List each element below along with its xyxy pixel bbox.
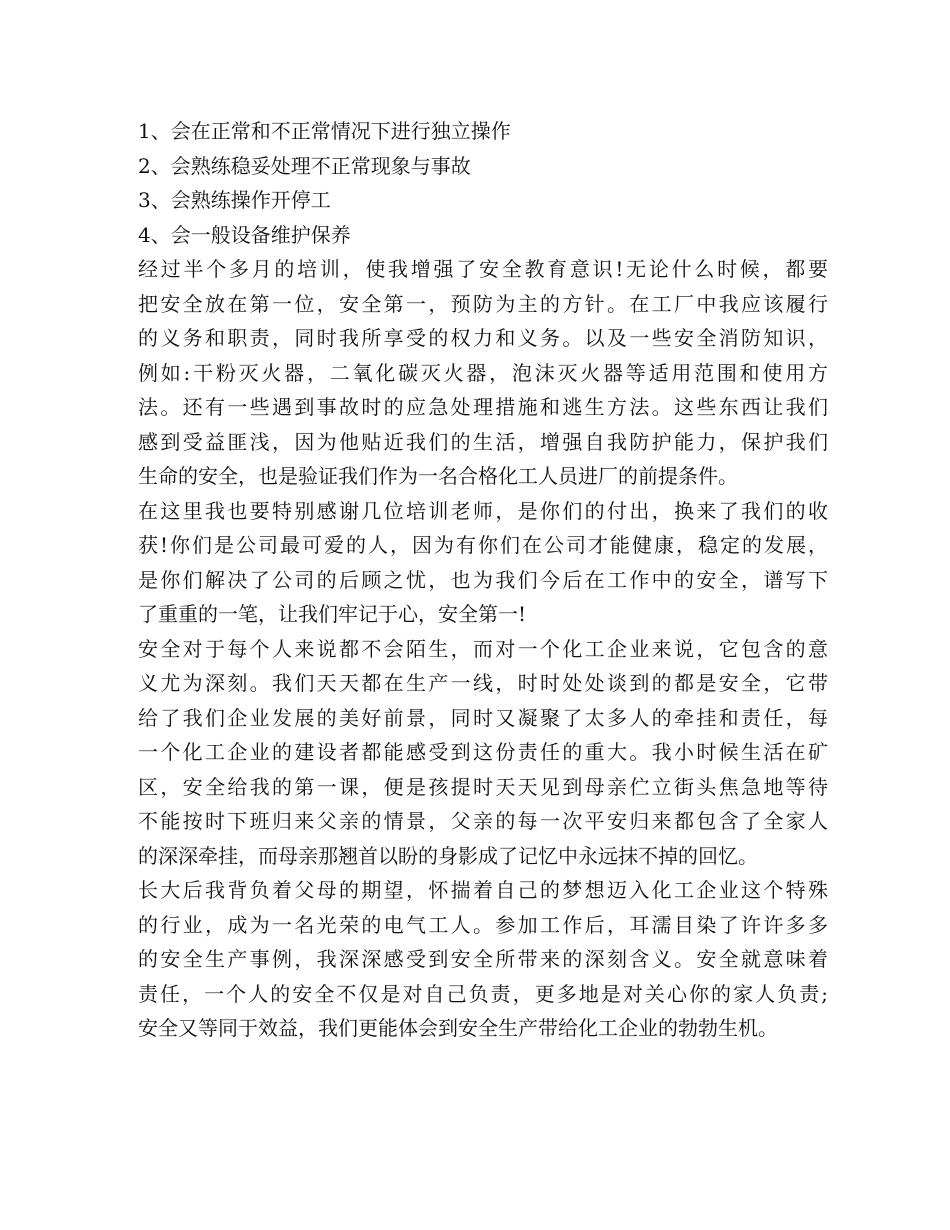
list-item: 2、会熟练稳妥处理不正常现象与事故 <box>138 153 471 178</box>
text-line: 安全又等同于效益，我们更能体会到安全生产带给化工企业的勃勃生机。 <box>138 1016 778 1040</box>
text-line: 的深深牵挂，而母亲那翘首以盼的身影成了记忆中永远抹不掉的回忆。 <box>138 843 758 868</box>
list-item: 4、会一般设备维护保养 <box>138 222 351 247</box>
text-line: 经过半个多月的培训，使我增强了安全教育意识!无论什么时候，都要 <box>138 257 828 281</box>
document-body <box>138 114 828 1046</box>
paragraph-safety-meaning <box>138 632 828 874</box>
text-line: 把安全放在第一位，安全第一，预防为主的方针。在工厂中我应该履行 <box>138 291 828 316</box>
list-item: 1、会在正常和不正常情况下进行独立操作 <box>138 119 511 143</box>
text-line: 在这里我也要特别感谢几位培训老师，是你们的付出，换来了我们的收 <box>138 498 828 523</box>
list-item: 3、会熟练操作开停工 <box>138 188 331 212</box>
text-line: 生命的安全，也是验证我们作为一名合格化工人员进厂的前提条件。 <box>138 464 738 488</box>
text-line: 安全对于每个人来说都不会陌生，而对一个化工企业来说，它包含的意 <box>138 636 828 661</box>
text-line: 是你们解决了公司的后顾之忧，也为我们今后在工作中的安全，谱写下 <box>138 567 828 592</box>
paragraph-career <box>138 873 828 1046</box>
text-line: 获!你们是公司最可爱的人，因为有你们在公司才能健康，稳定的发展， <box>138 533 828 557</box>
text-line: 不能按时下班归来父亲的情景，父亲的每一次平安归来都包含了全家人 <box>138 809 828 833</box>
text-line: 感到受益匪浅，因为他贴近我们的生活，增强自我防护能力，保护我们 <box>138 429 828 454</box>
paragraph-training <box>138 252 828 494</box>
text-line: 例如:干粉灭火器，二氧化碳灭火器，泡沫灭火器等适用范围和使用方 <box>138 360 828 385</box>
text-line: 责任，一个人的安全不仅是对自己负责，更多地是对关心你的家人负责; <box>138 981 828 1006</box>
text-line: 区，安全给我的第一课，便是孩提时天天见到母亲伫立街头焦急地等待 <box>138 774 828 799</box>
paragraph-thanks <box>138 494 828 632</box>
text-line: 义尤为深刻。我们天天都在生产一线，时时处处谈到的都是安全，它带 <box>138 671 828 695</box>
text-line: 了重重的一笔，让我们牢记于心，安全第一! <box>138 602 527 626</box>
text-line: 一个化工企业的建设者都能感受到这份责任的重大。我小时候生活在矿 <box>138 740 828 764</box>
text-line: 的安全生产事例，我深深感受到安全所带来的深刻含义。安全就意味着 <box>138 947 828 971</box>
text-line: 法。还有一些遇到事故时的应急处理措施和逃生方法。这些东西让我们 <box>138 395 828 419</box>
text-line: 给了我们企业发展的美好前景，同时又凝聚了太多人的牵挂和责任，每 <box>138 705 828 730</box>
text-line: 的行业，成为一名光荣的电气工人。参加工作后，耳濡目染了许许多多 <box>138 912 828 937</box>
text-line: 长大后我背负着父母的期望，怀揣着自己的梦想迈入化工企业这个特殊 <box>138 878 828 902</box>
text-line: 的义务和职责，同时我所享受的权力和义务。以及一些安全消防知识， <box>138 326 828 350</box>
